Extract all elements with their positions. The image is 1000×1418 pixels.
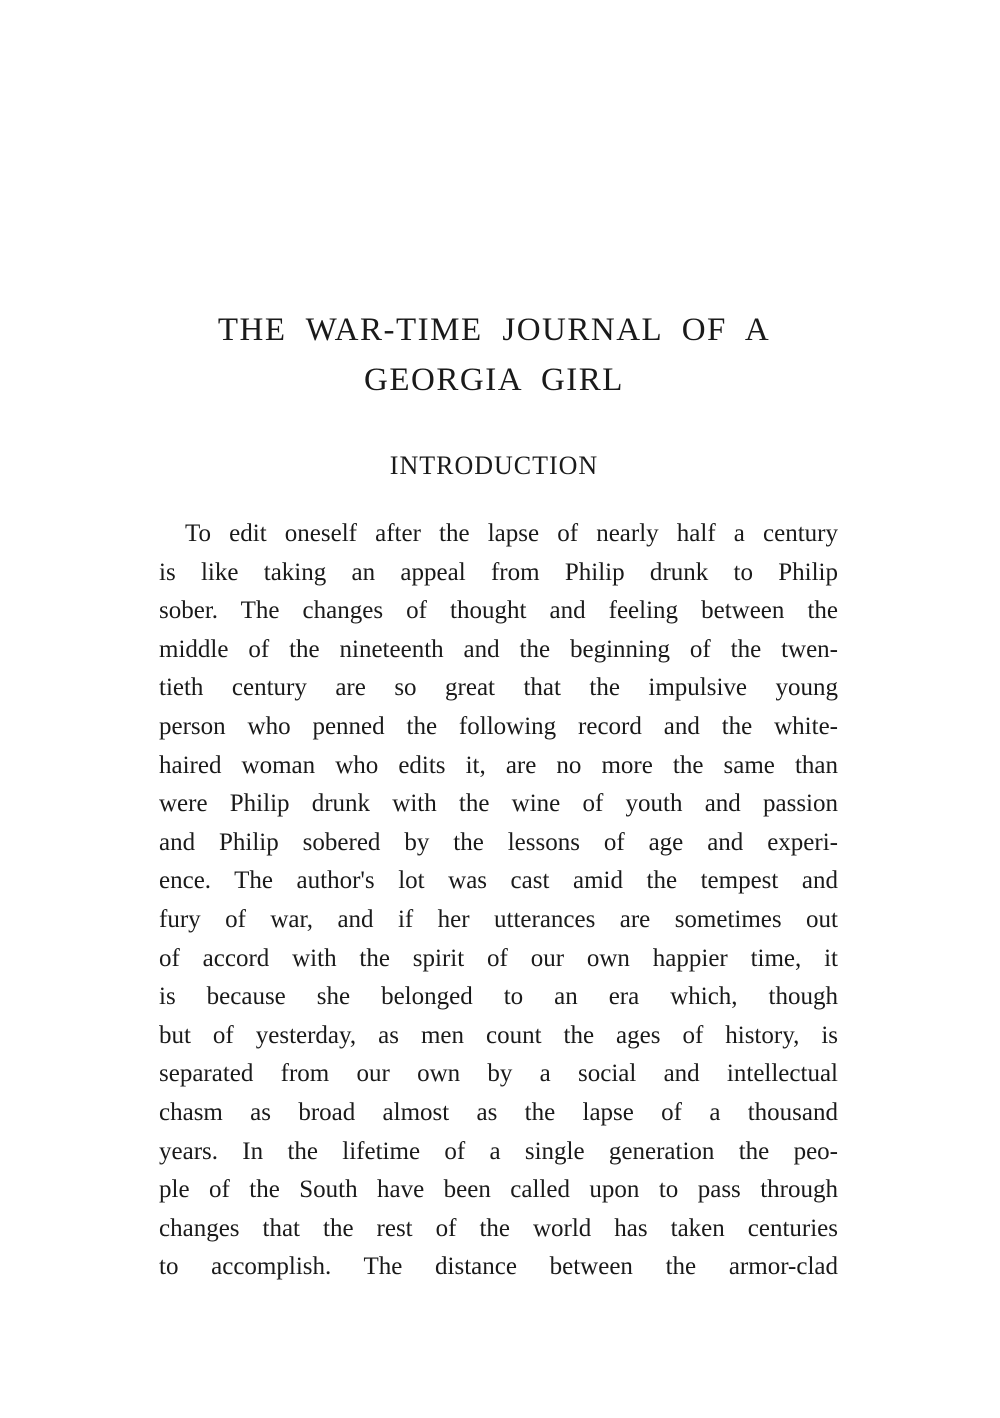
text-line: and Philip sobered by the lessons of age and experi- — [159, 828, 838, 856]
text-line: is like taking an appeal from Philip drunk to Philip — [159, 558, 838, 586]
text-line: ence. The author's lot was cast amid the tempest and — [159, 867, 838, 895]
text-line: separated from our own by a social and intellectual — [159, 1060, 838, 1088]
text-line: to accomplish. The distance between the armor-clad — [159, 1253, 838, 1281]
text-line: sober. The changes of thought and feeling between the — [159, 597, 838, 625]
text-line: is because she belonged to an era which, though — [159, 983, 838, 1011]
text-line: person who penned the following record and the white- — [159, 712, 838, 740]
text-line: were Philip drunk with the wine of youth and passion — [159, 790, 838, 818]
book-title-line-2: GEORGIA GIRL — [364, 362, 624, 398]
text-line: but of yesterday, as men count the ages of history, is — [159, 1021, 838, 1049]
text-line: of accord with the spirit of our own happier time, it — [159, 944, 838, 972]
section-heading: INTRODUCTION — [389, 451, 599, 480]
text-line: tieth century are so great that the impulsive young — [159, 674, 838, 702]
text-line: changes that the rest of the world has taken centuries — [159, 1214, 838, 1242]
text-line: fury of war, and if her utterances are sometimes out — [159, 905, 838, 933]
text-line: chasm as broad almost as the lapse of a thousand — [159, 1098, 838, 1126]
text-line: ple of the South have been called upon to pass through — [159, 1176, 838, 1204]
book-title-line-1: THE WAR-TIME JOURNAL OF A — [217, 312, 771, 348]
text-line: years. In the lifetime of a single generation the peo- — [159, 1137, 838, 1165]
text-line: haired woman who edits it, are no more the same than — [159, 751, 838, 779]
body-paragraph — [159, 515, 838, 1287]
text-line: To edit oneself after the lapse of nearly half a century — [185, 520, 838, 547]
text-line: middle of the nineteenth and the beginning of the twen- — [159, 635, 838, 663]
